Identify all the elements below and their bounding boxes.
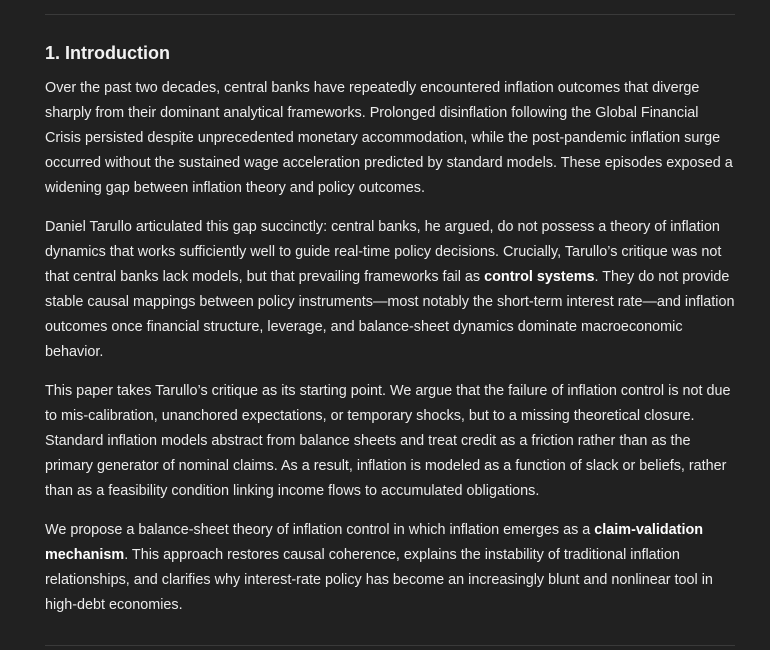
paragraph-4-text-after: . This approach restores causal coherence, explains the instability of traditional inflation relationships, and clarifies why interest-rate policy has become an increasingly blunt and nonlinear tool in high-debt economies.: [45, 547, 713, 613]
paragraph-4-emphasis: claim-validation mechanism: [45, 522, 704, 563]
paragraph-2-text-after: . They do not provide stable causal mappings between policy instruments—most notably the short-term interest rate—and inflation outcomes once financial structure, leverage, and balance-sheet dynamics dominate macroeconomic behavior.: [45, 269, 735, 360]
bottom-divider: [45, 645, 735, 646]
paragraph-4: [45, 518, 735, 618]
article-section: [45, 40, 735, 632]
paragraph-4-text-before: We propose a balance-sheet theory of inflation control in which inflation emerges as a: [45, 522, 595, 538]
paragraph-1: Over the past two decades, central banks have repeatedly encountered inflation outcomes that diverge sharply from their dominant analytical frameworks. Prolonged disinflation following the Global Financial Crisis persisted despite unprecedented monetary accommodation, while the post-pandemic inflation surge occurred without the sustained wage acceleration predicted by standard models. These episodes exposed a widening gap between inflation theory and policy outcomes.: [45, 80, 733, 196]
paragraph-2-text-before: Daniel Tarullo articulated this gap succinctly: central banks, he argued, do not possess a theory of inflation dynamics that works sufficiently well to guide real-time policy decisions. Crucially, Tarullo’s critique was not that central banks lack models, but that prevailing frameworks fail as: [45, 219, 722, 285]
paragraph-2: [45, 215, 735, 365]
section-heading: 1. Introduction: [45, 43, 170, 63]
top-divider: [45, 14, 735, 15]
paragraph-2-emphasis: control systems: [484, 269, 595, 285]
paragraph-3: This paper takes Tarullo’s critique as its starting point. We argue that the failure of inflation control is not due to mis-calibration, unanchored expectations, or temporary shocks, but to a missing theoretical closure. Standard inflation models abstract from balance sheets and treat credit as a friction rather than as the primary generator of nominal claims. As a result, inflation is modeled as a function of slack or beliefs, rather than as a feasibility condition linking income flows to accumulated obligations.: [45, 383, 731, 499]
